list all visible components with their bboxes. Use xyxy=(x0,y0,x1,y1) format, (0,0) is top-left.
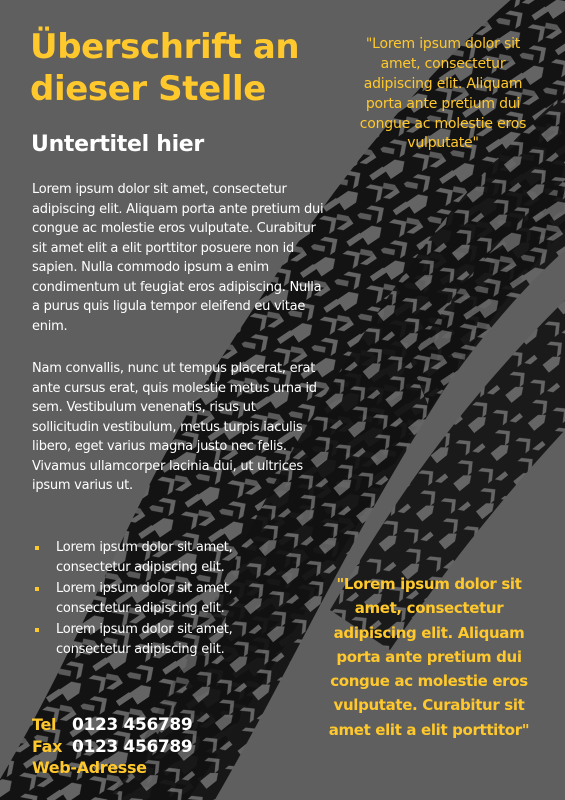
body-paragraph-2: Nam convallis, nunc ut tempus placerat, erat ante cursus erat, quis molestie metus urna id sem. Vestibulum venenatis, risus ut sollicitudin vestibulum, metus turpis iaculis libero, eget varius magna justo nec felis. Vivamus ullamcorper lacinia dui, ut ultrices ipsum varius ut. xyxy=(32,361,317,493)
body-paragraph-1: Lorem ipsum dolor sit amet, consectetur adipiscing elit. Aliquam porta ante pretium dui congue ac molestie eros vulputate. Curabitur sit amet elit a elit porttitor posuere non id sapien. Nulla commodo ipsum a enim condimentum ut feugiat eros adipiscing. Nulla a purus quis ligula tempor eleifend eu vitae enim. xyxy=(32,182,324,334)
list-item xyxy=(32,620,302,659)
contact-block xyxy=(32,714,262,779)
phone-row xyxy=(32,714,262,736)
square-bullet-icon xyxy=(35,628,39,632)
fax-row xyxy=(32,736,262,758)
phone-label: Tel xyxy=(32,715,57,734)
square-bullet-icon xyxy=(35,546,39,550)
web-address: Web-Adresse xyxy=(32,758,147,778)
top-quote: "Lorem ipsum dolor sit amet, consectetur adipiscing elit. Aliquam porta ante pretium dui congue ac molestie eros vulputate" xyxy=(359,36,527,152)
list-item xyxy=(32,538,302,577)
bottom-quote: "Lorem ipsum dolor sit amet, consectetur adipiscing elit. Aliquam porta ante pretium dui congue ac molestie eros vulputate. Curabitur sit amet elit a elit porttitor" xyxy=(328,575,530,739)
square-bullet-icon xyxy=(35,587,39,591)
list-item-text: Lorem ipsum dolor sit amet, consectetur adipiscing elit. xyxy=(56,540,233,575)
list-item-text: Lorem ipsum dolor sit amet, consectetur adipiscing elit. xyxy=(56,581,233,616)
page-title: Überschrift an dieser Stelle xyxy=(30,27,300,110)
phone-number: 0123 456789 xyxy=(72,715,193,735)
bullet-list xyxy=(32,538,302,661)
fax-label: Fax xyxy=(32,737,63,757)
list-item-text: Lorem ipsum dolor sit amet, consectetur adipiscing elit. xyxy=(56,622,233,657)
page-subtitle: Untertitel hier xyxy=(31,132,204,157)
fax-number: 0123 456789 xyxy=(72,737,193,758)
list-item xyxy=(32,579,302,618)
